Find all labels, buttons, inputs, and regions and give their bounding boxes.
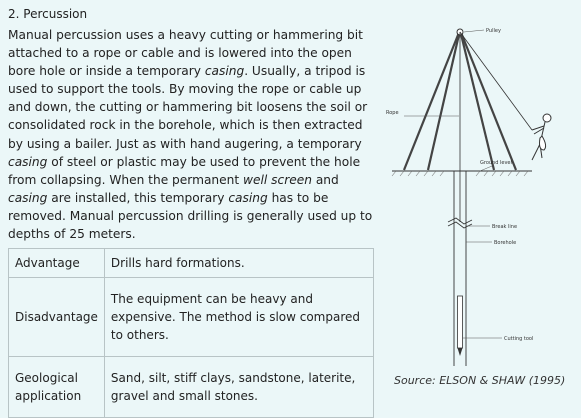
table-cell-value: Sand, silt, stiff clays, sandstone, laterite, gravel and small stones. [104,357,373,418]
section-heading: 2. Percussion [8,7,88,21]
paragraph-text: . Usually, a tripod is used to support the tools. By moving the rope or cable up and down, the cutting or hammering bit loosens the soil or consolidated rock in the borehole, which is then extracted by using a bailer. Just as with hand augering, a temporary [8,64,368,151]
label-break-line: Break line [492,224,518,230]
table-row [9,249,374,278]
label-leaders [404,30,502,338]
table-cell-value: Drills hard formations. [104,249,373,278]
table-row [9,278,374,357]
label-rope: Rope [386,110,399,116]
label-cutting-tool: Cutting tool [504,336,534,342]
operator-figure [532,114,551,160]
table-cell-label: Advantage [9,249,105,278]
italic-term: casing [204,64,245,79]
paragraph-text: Manual percussion uses a heavy cutting or hammering bit attached to a rope or cable and is lowered into the open bore hole or inside a temporary [8,28,363,79]
italic-term: casing [228,190,268,205]
label-borehole: Borehole [494,240,517,246]
comparison-table [8,248,374,418]
italic-term: casing [8,154,48,169]
paragraph-text: has to be removed. Manual percussion drilling is generally used up to depths of 25 meters. [8,190,373,242]
table-row [9,357,374,418]
table-cell-label: Geological application [9,357,105,418]
table-cell-value: The equipment can be heavy and expensive. The method is slow compared to others. [104,278,373,357]
label-pulley: Pulley [486,28,501,34]
figure-caption: Source: ELSON & SHAW (1995) [394,374,566,387]
percussion-drilling-figure [382,26,572,366]
rope-to-operator [460,32,532,130]
table-cell-label: Disadvantage [9,278,105,357]
body-paragraph [8,26,380,243]
label-ground-level: Ground level [480,160,512,166]
italic-term: well screen [243,172,312,187]
paragraph-text: of steel or plastic may be used to prevent the hole from collapsing. When the permanent [8,154,361,187]
italic-term: casing [8,190,48,205]
paragraph-text: are installed, this temporary [47,190,229,205]
paragraph-text: and [311,172,339,187]
tripod-diagram [382,26,572,366]
cutting-tool [458,296,463,348]
